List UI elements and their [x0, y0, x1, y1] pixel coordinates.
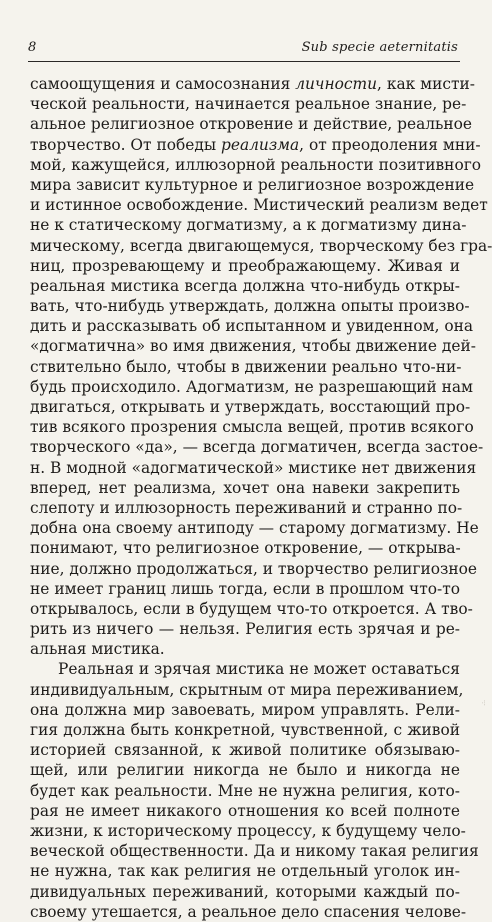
text-line: [30, 498, 463, 518]
page-header: [28, 40, 458, 60]
emphasis-text: реализма: [220, 135, 300, 154]
text-line: [30, 861, 460, 881]
text-run: дивидуальных переживаний, которыми каждый по-: [30, 882, 460, 901]
text-run: , от преодоления мни-: [299, 135, 481, 154]
text-run: понимают, что религиозное откровение, — открыва-: [30, 539, 461, 558]
text-line: [30, 377, 474, 397]
header-rule: [28, 61, 460, 62]
text-line: [30, 599, 473, 619]
text-line: [30, 760, 460, 780]
text-run: вать, что-нибудь утверждать, должна опыты произво-: [30, 297, 470, 316]
text-line: [30, 559, 478, 579]
text-line: [30, 357, 460, 377]
text-run: не нужна, так как религия не отдельный уголок ин-: [30, 862, 460, 881]
text-line: [30, 518, 479, 538]
text-line: [30, 336, 476, 356]
text-line: [30, 256, 460, 276]
text-line: [30, 680, 464, 700]
text-line: [30, 458, 477, 478]
text-line: [30, 720, 460, 740]
text-run: «догматична» во имя движения, чтобы движение дей-: [30, 337, 476, 356]
text-line: [30, 882, 460, 902]
text-run: рая не имеет никакого отношения ко всей полноте: [30, 801, 460, 820]
text-line: [30, 659, 460, 679]
text-run: щей, или религии никогда не было и никогда не: [30, 761, 460, 780]
text-run: творческого «да», — всегда догматичен, всегда застое-: [30, 438, 484, 457]
text-run: ние, должно продолжаться, и творчество религиозное: [30, 559, 478, 578]
text-run: рить из ничего — нельзя. Религия есть зрячая и ре-: [30, 620, 460, 639]
text-line: [30, 195, 488, 215]
text-run: творчество. От победы: [30, 135, 221, 154]
text-line: [30, 114, 473, 134]
text-run: она должна мир завоевать, миром управлять. Рели-: [30, 700, 460, 719]
text-run: гия должна быть конкретной, чувственной, с живой: [30, 721, 460, 739]
text-run: альное религиозное откровение и действие, реальное: [30, 115, 473, 134]
running-head: Sub specie aeternitatis: [301, 40, 458, 55]
text-line: [30, 781, 460, 801]
text-line: [30, 94, 467, 114]
text-run: веческой общественности. Да и никому такая религия: [30, 842, 479, 861]
text-run: открывалось, если в будущем что-то откроется. А тво-: [30, 599, 473, 618]
text-line: [30, 276, 460, 296]
text-line: [30, 397, 471, 417]
page-number: 8: [28, 40, 37, 55]
text-line: [30, 700, 460, 720]
text-run: тив всякого прозрения смысла вещей, против всякого: [30, 418, 474, 437]
text-line: [30, 801, 460, 821]
text-run: вперед, нет реализма, хочет она навеки закрепить: [30, 478, 460, 497]
text-line: [30, 619, 460, 639]
text-line: [30, 639, 460, 659]
text-line: [30, 135, 481, 155]
margin-mark: ·:·: [480, 700, 487, 706]
emphasis-text: личности: [295, 75, 378, 93]
text-line: [30, 215, 467, 235]
text-run: жизни, к историческому процессу, к будущему чело-: [30, 821, 466, 840]
text-line: [30, 155, 482, 175]
text-line: [30, 175, 475, 195]
text-run: мира зависит культурное и религиозное возрождение: [30, 175, 475, 194]
text-run: не имеет границ лишь тогда, если в прошлом что-то: [30, 579, 460, 598]
text-line: [30, 841, 479, 861]
text-run: будь происходило. Адогматизм, не разрешающий нам: [30, 377, 474, 396]
text-run: слепоту и иллюзорность переживаний и странно по-: [30, 498, 463, 517]
text-line: [30, 437, 484, 457]
text-run: альная мистика.: [30, 640, 165, 659]
text-run: добна она своему антиподу — старому догматизму. Не: [30, 519, 479, 538]
text-run: самоощущения и самосознания: [30, 75, 296, 93]
text-run: ческой реальности, начинается реальное знание, ре-: [30, 95, 467, 114]
text-line: [30, 821, 466, 841]
text-run: мическому, всегда двигающемуся, творческому без гра-: [30, 236, 492, 255]
text-line: [30, 478, 460, 498]
body-text: [30, 74, 492, 922]
text-line: [30, 579, 460, 599]
text-line: [30, 538, 460, 558]
text-run: , как мисти-: [377, 75, 475, 93]
text-line: [30, 417, 474, 437]
text-line: [30, 236, 492, 256]
text-run: и истинное освобождение. Мистический реализм ведет: [30, 196, 488, 215]
text-line: [30, 740, 460, 760]
text-run: будет как реальности. Мне не нужна религия, кото-: [30, 781, 460, 800]
text-line: [30, 316, 474, 336]
text-run: двигаться, открывать и утверждать, восстающий про-: [30, 398, 471, 416]
text-run: н. В модной «адогматической» мистике нет движения: [30, 458, 477, 477]
text-run: ствительно было, чтобы в движении реально что-ни-: [30, 357, 462, 376]
text-line: [30, 902, 467, 922]
text-run: не к статическому догматизму, а к догматизму дина-: [30, 216, 467, 235]
text-run: историей связанной, к живой политике обязываю-: [30, 741, 460, 760]
text-run: ниц, прозревающему и преображающему. Живая и: [30, 256, 460, 275]
text-run: мой, кажущейся, иллюзорной реальности позитивного: [30, 155, 482, 174]
text-line: [30, 74, 475, 94]
text-run: дить и рассказывать об испытанном и увиденном, она: [30, 317, 474, 336]
text-run: индивидуальным, скрытным от мира переживанием,: [30, 680, 464, 699]
text-run: своему утешается, а реальное дело спасения челове-: [30, 902, 467, 921]
text-run: Реальная и зрячая мистика не может оставаться: [58, 660, 461, 679]
text-run: реальная мистика всегда должна что-нибудь откры-: [30, 276, 460, 295]
text-line: [30, 296, 470, 316]
